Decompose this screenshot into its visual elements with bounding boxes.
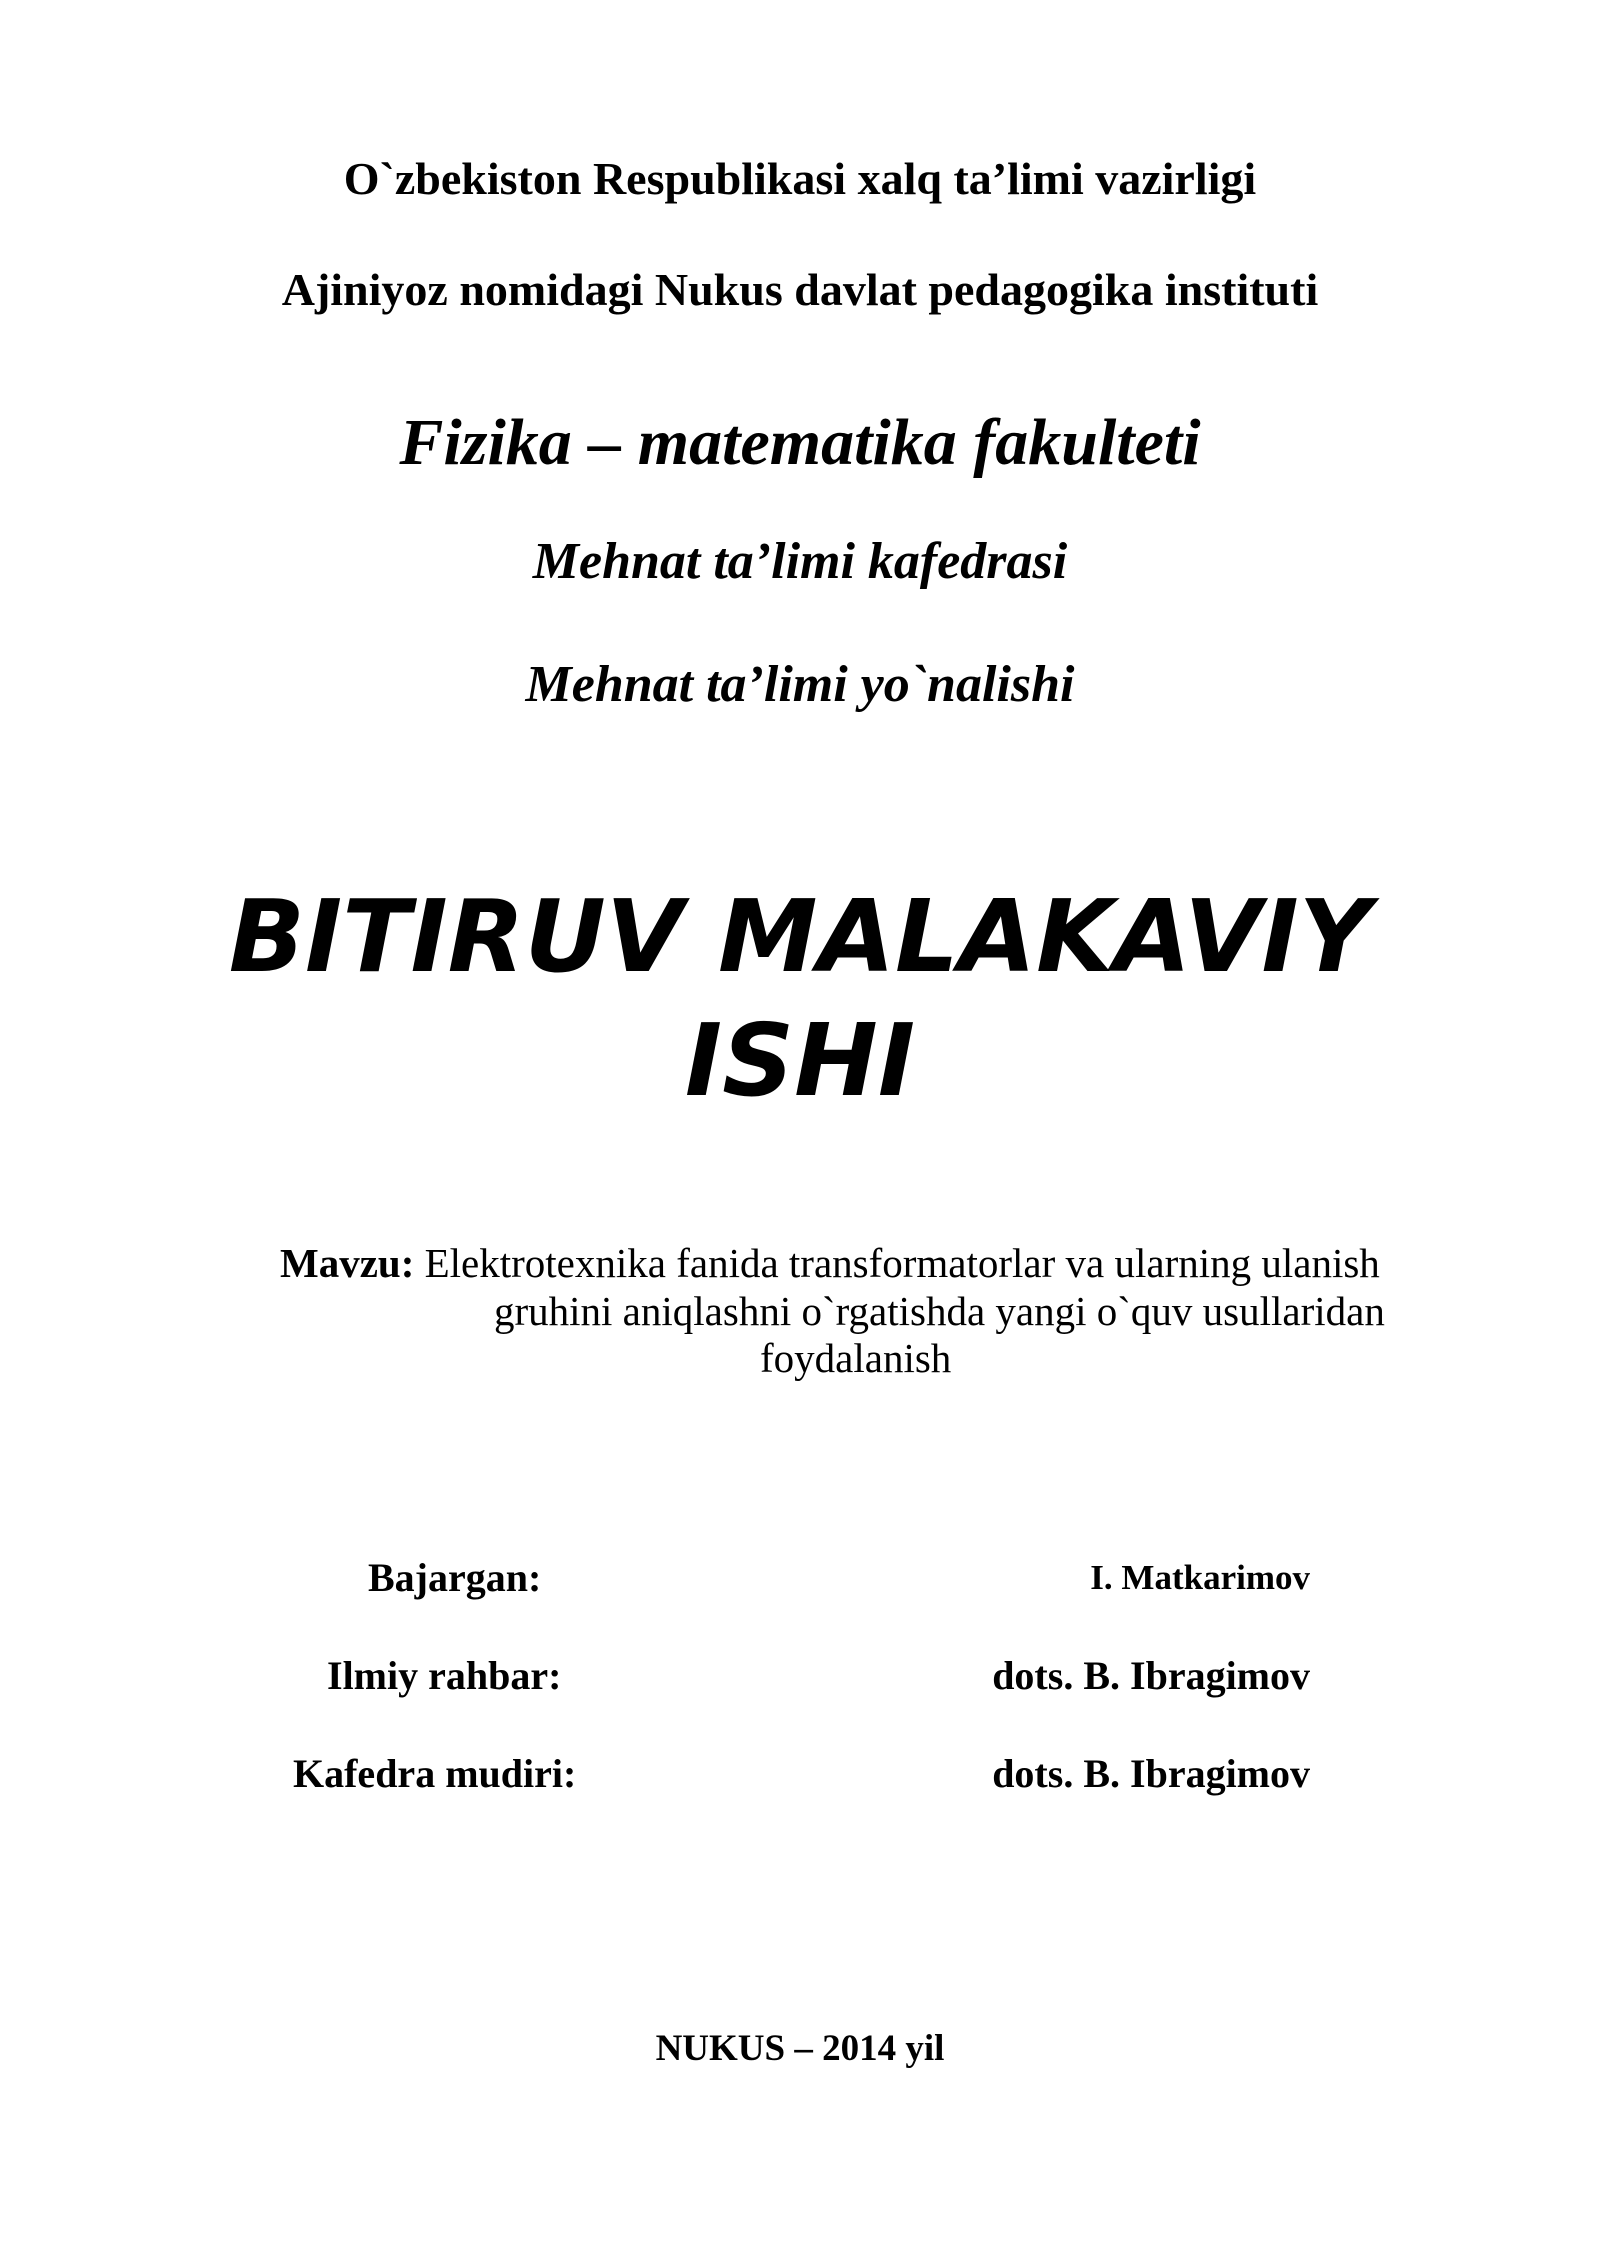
- topic-line-2: gruhini aniqlashni o`rgatishda yangi o`quv usullaridan: [494, 1288, 1385, 1334]
- topic-text-1: Elektrotexnika fanida transformatorlar va ularning ulanish: [424, 1240, 1380, 1286]
- document-title-line-2: ISHI: [684, 1002, 916, 1119]
- direction-heading: Mehnat ta’limi yo`nalishi: [525, 656, 1075, 713]
- role-label-supervisor: Ilmiy rahbar:: [327, 1653, 562, 1698]
- role-value-performer: I. Matkarimov: [1090, 1558, 1310, 1597]
- faculty-heading: Fizika – matematika fakulteti: [399, 406, 1201, 479]
- role-label-performer: Bajargan:: [368, 1555, 542, 1600]
- role-label-department-head: Kafedra mudiri:: [293, 1751, 577, 1796]
- role-value-department-head: dots. B. Ibragimov: [992, 1751, 1310, 1796]
- topic-line-1: [280, 1240, 1380, 1286]
- role-value-supervisor: dots. B. Ibragimov: [992, 1653, 1310, 1698]
- topic-line-3: foydalanish: [760, 1335, 952, 1381]
- topic-label: Mavzu:: [280, 1240, 415, 1286]
- document-title: [0, 875, 1600, 1123]
- place-year-footer: NUKUS – 2014 yil: [655, 2028, 945, 2069]
- department-heading: Mehnat ta’limi kafedrasi: [532, 533, 1068, 590]
- ministry-heading: O`zbekiston Respublikasi xalq ta’limi vazirligi: [343, 153, 1257, 204]
- document-title-line-1: BITIRUV MALAKAVIY: [228, 878, 1372, 995]
- institute-heading: Ajiniyoz nomidagi Nukus davlat pedagogika instituti: [281, 264, 1319, 315]
